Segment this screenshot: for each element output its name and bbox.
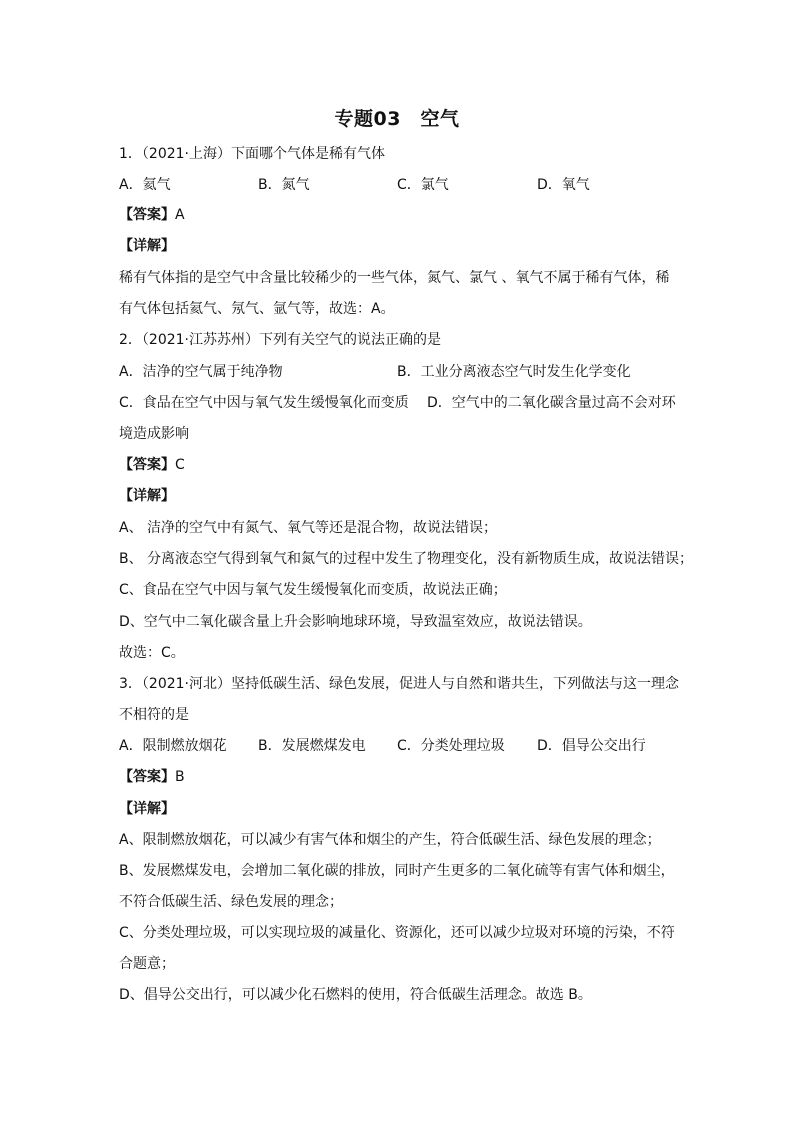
question-1-option-b: B．氮气	[258, 177, 310, 193]
question-2-conclusion: 故选：C。	[119, 645, 185, 661]
question-2-detail-line: B、 分离液态空气得到氧气和氮气的过程中发生了物理变化，没有新物质生成，故说法错误；	[119, 551, 694, 567]
question-3-detail-line: D、倡导公交出行，可以减少化石燃料的使用，符合低碳生活理念。故选 B。	[119, 987, 592, 1003]
answer-value: A	[175, 207, 185, 223]
question-1-option-d: D．氧气	[537, 177, 590, 193]
question-2-detail-label: 【详解】	[119, 488, 175, 504]
answer-label: 【答案】	[119, 769, 175, 785]
question-2-detail-line: C、食品在空气中因与氧气发生缓慢氧化而变质，故说法正确；	[119, 582, 507, 598]
question-2-detail-line: D、空气中二氧化碳含量上升会影响地球环境，导致温室效应，故说法错误。	[119, 614, 592, 630]
question-2-option-b: B．工业分离液态空气时发生化学变化	[397, 364, 631, 380]
question-1-option-a: A．氦气	[119, 177, 171, 193]
question-1-stem: 1．（2021·上海）下面哪个气体是稀有气体	[119, 146, 385, 162]
question-3-answer	[119, 767, 185, 787]
question-1-option-c: C．氯气	[397, 177, 449, 193]
question-3-detail-line: 合题意；	[119, 956, 175, 972]
question-2-answer	[119, 455, 185, 475]
question-1-detail-line: 有气体包括氦气、氖气、氩气等，故选：A。	[119, 301, 395, 317]
question-3-detail-label: 【详解】	[119, 801, 175, 817]
answer-label: 【答案】	[119, 207, 175, 223]
page-title: 专题03 空气	[334, 108, 460, 130]
question-3-option-c: C．分类处理垃圾	[397, 738, 505, 754]
question-3-stem: 3．（2021·河北）坚持低碳生活、绿色发展，促进人与自然和谐共生，下列做法与这一理念	[119, 676, 679, 692]
question-2-option-c: C．食品在空气中因与氧气发生缓慢氧化而变质	[119, 395, 409, 411]
question-3-option-d: D．倡导公交出行	[537, 738, 646, 754]
answer-value: B	[175, 769, 185, 785]
question-2-option-d: D．空气中的二氧化碳含量过高不会对环	[427, 395, 676, 411]
question-3-detail-line: B、发展燃煤发电，会增加二氧化碳的排放，同时产生更多的二氧化硫等有害气体和烟尘，	[119, 863, 675, 879]
question-1-detail-label: 【详解】	[119, 238, 175, 254]
answer-label: 【答案】	[119, 457, 175, 473]
answer-value: C	[175, 457, 185, 473]
question-3-option-b: B．发展燃煤发电	[258, 738, 366, 754]
question-3-detail-line: A、限制燃放烟花，可以减少有害气体和烟尘的产生，符合低碳生活、绿色发展的理念；	[119, 832, 661, 848]
question-1-detail-line: 稀有气体指的是空气中含量比较稀少的一些气体，氮气、氯气 、氧气不属于稀有气体，稀	[119, 270, 670, 286]
question-2-detail-line: A、 洁净的空气中有氮气、氧气等还是混合物，故说法错误；	[119, 520, 498, 536]
question-1-answer	[119, 205, 185, 225]
question-3-stem-continued: 不相符的是	[119, 707, 189, 723]
question-2-option-a: A．洁净的空气属于纯净物	[119, 364, 283, 380]
question-3-detail-line: C、分类处理垃圾，可以实现垃圾的减量化、资源化，还可以减少垃圾对环境的污染，不符	[119, 925, 675, 941]
question-2-stem: 2．（2021·江苏苏州）下列有关空气的说法正确的是	[119, 332, 441, 348]
question-3-detail-line: 不符合低碳生活、绿色发展的理念；	[119, 894, 343, 910]
question-3-option-a: A．限制燃放烟花	[119, 738, 227, 754]
question-2-option-d-continued: 境造成影响	[119, 426, 189, 442]
